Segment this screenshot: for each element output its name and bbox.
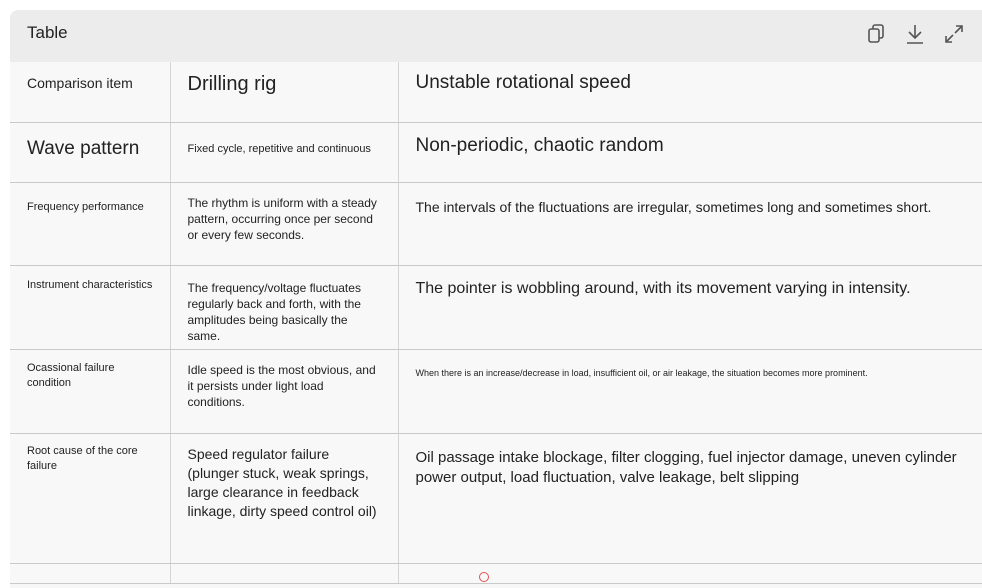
table-cell <box>10 122 170 182</box>
cursor-marker <box>479 572 489 582</box>
cell-text: Idle speed is the most obvious, and it persists under light load conditions. <box>187 362 376 409</box>
table-row <box>10 265 982 349</box>
table-cell <box>10 62 170 122</box>
table-row <box>10 62 982 122</box>
table-cell <box>398 265 982 349</box>
table-cell <box>170 122 398 182</box>
comparison-table <box>10 62 982 584</box>
table-panel <box>10 10 982 588</box>
copy-icon <box>865 22 889 46</box>
table-cell <box>10 265 170 349</box>
cell-text: The intervals of the fluctuations are irregular, sometimes long and sometimes short. <box>415 198 932 215</box>
download-icon <box>903 22 927 46</box>
table-cell <box>398 62 982 122</box>
table-cell <box>10 349 170 433</box>
cell-text: Instrument characteristics <box>27 278 153 291</box>
table-cell <box>398 349 982 433</box>
table-row <box>10 182 982 265</box>
table-cell <box>170 349 398 433</box>
cell-text: The frequency/voltage fluctuates regularly back and forth, with the amplitudes being basically the same. <box>187 280 361 343</box>
table-cell <box>170 182 398 265</box>
cell-text: When there is an increase/decrease in load, insufficient oil, or air leakage, the situation becomes more prominent. <box>415 367 868 378</box>
table-cell <box>170 62 398 122</box>
cell-text: Root cause of the core failure <box>27 444 138 472</box>
table-row <box>10 349 982 433</box>
copy-button[interactable] <box>865 22 889 46</box>
expand-button[interactable] <box>942 22 966 46</box>
table-cell <box>398 182 982 265</box>
table-row <box>10 122 982 182</box>
table-row <box>10 433 982 563</box>
cell-text: Fixed cycle, repetitive and continuous <box>187 142 371 155</box>
panel-header <box>10 10 982 63</box>
table-cell <box>10 433 170 563</box>
cell-text: Speed regulator failure (plunger stuck, weak springs, large clearance in feedback linkage, dirty speed control oil) <box>187 445 377 519</box>
panel-title: Table <box>27 23 68 42</box>
download-button[interactable] <box>903 22 927 46</box>
table-cell <box>170 433 398 563</box>
table-cell <box>398 122 982 182</box>
cell-text: Comparison item <box>27 75 133 91</box>
cell-text: Non-periodic, chaotic random <box>415 134 664 156</box>
table-cell <box>10 182 170 265</box>
cell-text: Unstable rotational speed <box>415 72 631 93</box>
table-cell <box>170 563 398 583</box>
table-row <box>10 563 982 583</box>
cell-text: Drilling rig <box>187 73 277 95</box>
cell-text: Frequency performance <box>27 200 144 213</box>
table-cell <box>398 433 982 563</box>
cell-text: Oil passage intake blockage, filter clogging, fuel injector damage, uneven cylinder power output, load fluctuation, valve leakage, belt slipping <box>415 448 957 486</box>
cell-text: The rhythm is uniform with a steady pattern, occurring once per second or every few seconds. <box>187 195 377 242</box>
table-cell <box>10 563 170 583</box>
expand-icon <box>942 22 966 46</box>
cell-text: Wave pattern <box>27 137 140 159</box>
cell-text: Ocassional failure condition <box>27 361 115 389</box>
table-cell <box>170 265 398 349</box>
cell-text: The pointer is wobbling around, with its movement varying in intensity. <box>415 279 911 297</box>
